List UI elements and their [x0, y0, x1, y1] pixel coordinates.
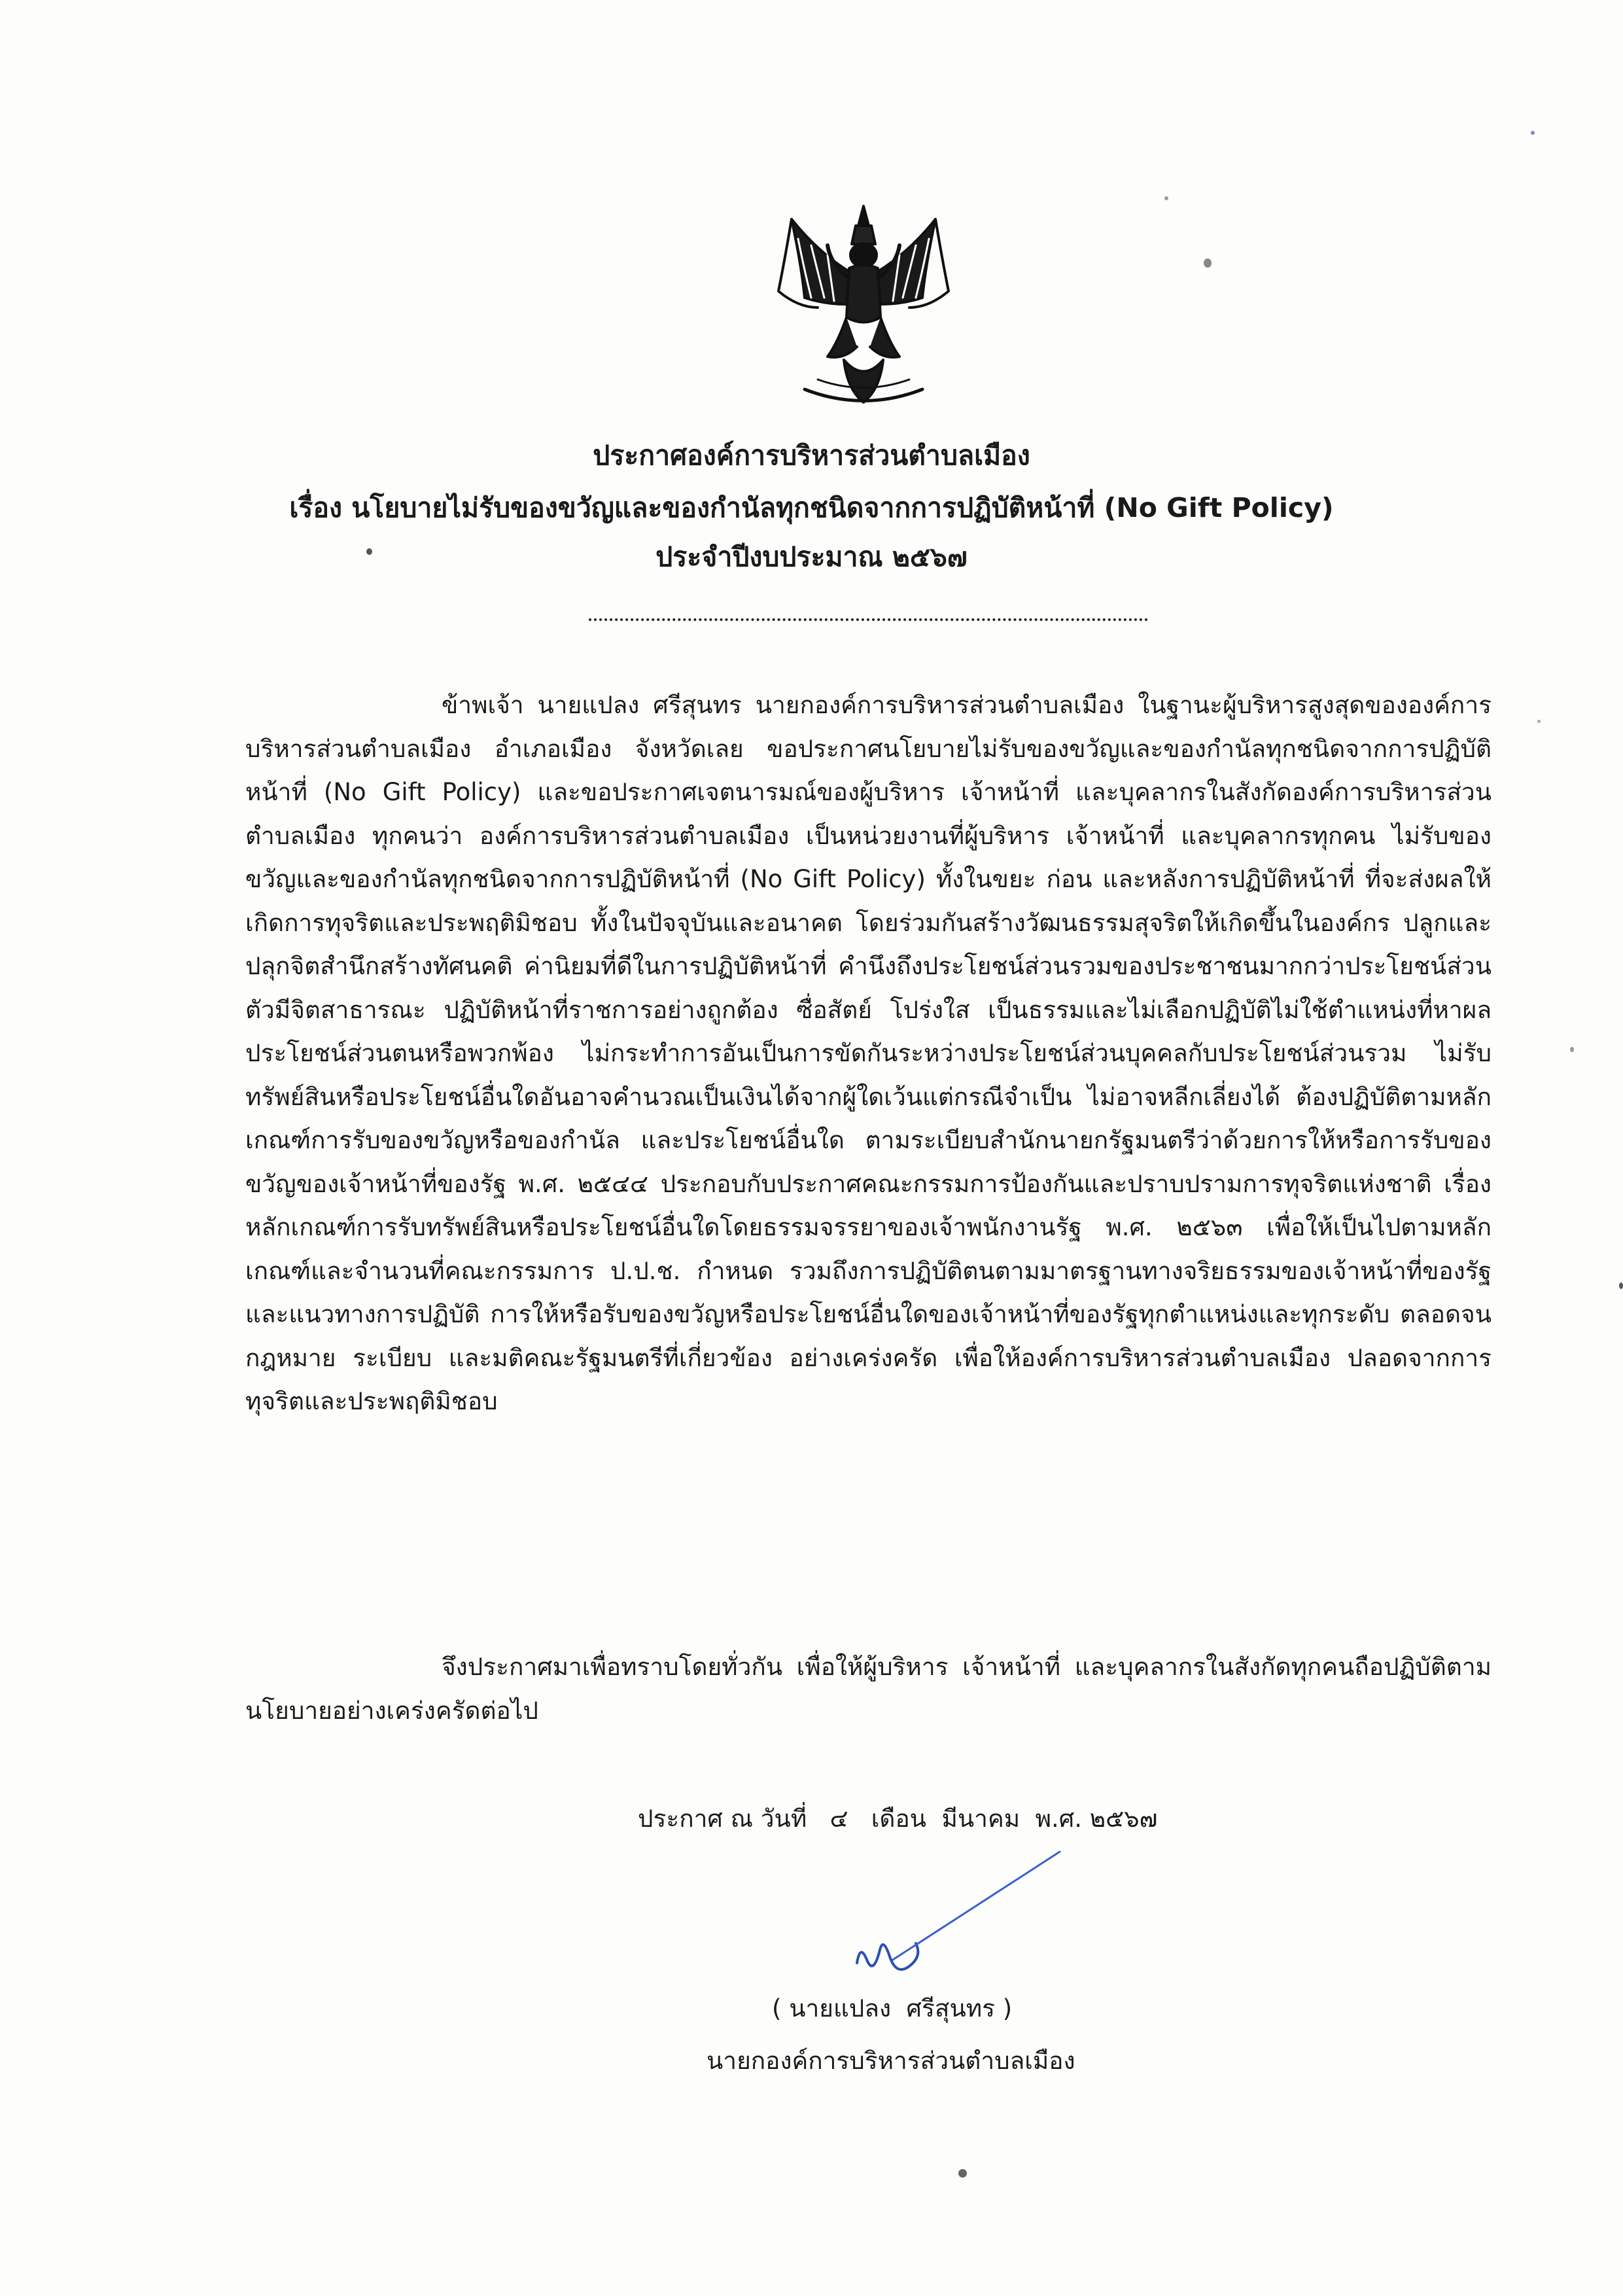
- scan-speck: [1619, 1282, 1623, 1289]
- signer-name: ( นายแปลง ศรีสุนทร ): [772, 1994, 1013, 2022]
- handwritten-signature-icon: [844, 1845, 1079, 2009]
- signer-title: นายกองค์การบริหารส่วนตำบลเมือง: [707, 2047, 1075, 2075]
- garuda-emblem-icon: [765, 193, 962, 415]
- scan-speck: [958, 2169, 967, 2178]
- announcement-subject: เรื่อง นโยบายไม่รับของขวัญและของกำนัลทุกชนิดจากการปฏิบัติหน้าที่ (No Gift Policy): [289, 492, 1334, 523]
- scan-speck: [1570, 1047, 1574, 1052]
- scan-speck: [1531, 131, 1535, 135]
- policy-paragraph: ข้าพเจ้า นายแปลง ศรีสุนทร นายกองค์การบริหารส่วนตำบลเมือง ในฐานะผู้บริหารสูงสุดขององค์การบริหารส่วนตำบลเมือง อำเภอเมือง จังหวัดเลย ขอประกาศนโยบายไม่รับของขวัญและของกำนัลทุกชนิดจากการปฏิบัติหน้าที่ (No Gift Policy) และขอประกาศเจตนารมณ์ของผู้บริหาร เจ้าหน้าที่ และบุคลากรในสังกัดองค์การบริหารส่วนตำบลเมือง ทุกคนว่า องค์การบริหารส่วนตำบลเมือง เป็นหน่วยงานที่ผู้บริหาร เจ้าหน้าที่ และบุคลากรทุกคน ไม่รับของขวัญและของกำนัลทุกชนิดจากการปฏิบัติหน้าที่ (No Gift Policy) ทั้งในขยะ ก่อน และหลังการปฏิบัติหน้าที่ ที่จะส่งผลให้เกิดการทุจริตและประพฤติมิชอบ ทั้งในปัจจุบันและอนาคต โดยร่วมกันสร้างวัฒนธรรมสุจริตให้เกิดขึ้นในองค์กร ปลูกและปลุกจิตสำนึกสร้างทัศนคติ ค่านิยมที่ดีในการปฏิบัติหน้าที่ คำนึงถึงประโยชน์ส่วนรวมของประชาชนมากกว่าประโยชน์ส่วนตัวมีจิตสาธารณะ ปฏิบัติหน้าที่ราชการอย่างถูกต้อง ซื่อสัตย์ โปร่งใส เป็นธรรมและไม่เลือกปฏิบัติไม่ใช้ตำแหน่งที่หาผลประโยชน์ส่วนตนหรือพวกพ้อง ไม่กระทำการอันเป็นการขัดกันระหว่างประโยชน์ส่วนบุคคลกับประโยชน์ส่วนรวม ไม่รับทรัพย์สินหรือประโยชน์อื่นใดอันอาจคำนวณเป็นเงินได้จากผู้ใดเว้นแต่กรณีจำเป็น ไม่อาจหลีกเลี่ยงได้ ต้องปฏิบัติตามหลักเกณฑ์การรับของขวัญหรือของกำนัล และประโยชน์อื่นใด ตามระเบียบสำนักนายกรัฐมนตรีว่าด้วยการให้หรือการรับของขวัญของเจ้าหน้าที่ของรัฐ พ.ศ. ๒๕๔๔ ประกอบกับประกาศคณะกรรมการป้องกันและปราบปรามการทุจริตแห่งชาติ เรื่อง หลักเกณฑ์การรับทรัพย์สินหรือประโยชน์อื่นใดโดยธรรมจรรยาของเจ้าพนักงานรัฐ พ.ศ. ๒๕๖๓ เพื่อให้เป็นไปตามหลักเกณฑ์และจำนวนที่คณะกรรมการ ป.ป.ช. กำหนด รวมถึงการปฏิบัติตนตามมาตรฐานทางจริยธรรมของเจ้าหน้าที่ของรัฐ และแนวทางการปฏิบัติ การให้หรือรับของขวัญหรือประโยชน์อื่นใดของเจ้าหน้าที่ของรัฐทุกตำแหน่งและทุกระดับ ตลอดจนกฎหมาย ระเบียบ และมติคณะรัฐมนตรีที่เกี่ยวข้อง อย่างเคร่งครัด เพื่อให้องค์การบริหารส่วนตำบลเมือง ปลอดจากการทุจริตและประพฤติมิชอบ: [245, 691, 1492, 1415]
- scan-speck: [1164, 196, 1168, 200]
- scan-speck: [1537, 720, 1541, 723]
- dotted-divider: [589, 618, 1148, 621]
- fiscal-year-line: ประจำปีงบประมาณ ๒๕๖๗: [655, 541, 968, 573]
- announcement-date: ประกาศ ณ วันที่ ๔ เดือน มีนาคม พ.ศ. ๒๕๖๗: [638, 1805, 1158, 1833]
- scan-speck: [366, 548, 372, 555]
- closing-paragraph: จึงประกาศมาเพื่อทราบโดยทั่วกัน เพื่อให้ผู้บริหาร เจ้าหน้าที่ และบุคลากรในสังกัดทุกคนถือปฏิบัติตามนโยบายอย่างเคร่งครัดต่อไป: [245, 1653, 1492, 1725]
- announcement-title: ประกาศองค์การบริหารส่วนตำบลเมือง: [593, 440, 1030, 471]
- scan-speck: [1204, 258, 1212, 268]
